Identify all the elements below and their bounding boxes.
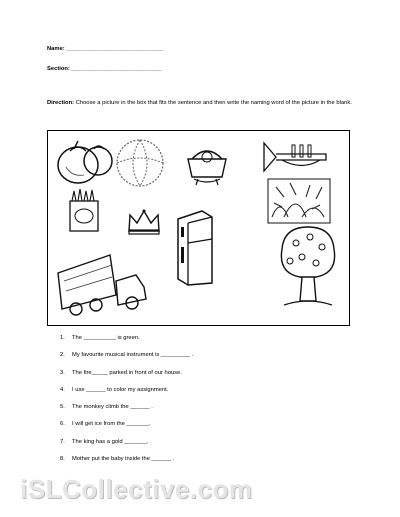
crown-picture	[126, 207, 162, 237]
truck-picture	[54, 251, 150, 319]
ball-picture	[114, 137, 166, 189]
direction-label: Direction:	[47, 100, 75, 106]
tomatoes-picture	[54, 137, 116, 187]
name-field: Name: ______________________________	[47, 46, 164, 52]
direction-text	[47, 98, 359, 109]
sentence-item: 4. I use ______ to color my assignment.	[60, 386, 169, 393]
jungle-picture	[266, 177, 332, 225]
crayons-picture	[66, 187, 102, 235]
sentence-item: 7. The king has a gold _______.	[60, 438, 149, 445]
picture-box	[47, 130, 350, 326]
trumpet-picture	[262, 139, 332, 175]
refrigerator-picture	[172, 209, 218, 287]
sentence-list	[60, 335, 193, 473]
watermark: iSLCollective.com	[20, 474, 253, 504]
direction-body: Choose a picture in the box that fits the sentence and then write the naming word of the picture in the blank.	[74, 100, 352, 106]
section-field: Section: ____________________________	[47, 66, 162, 72]
tree-picture	[276, 223, 340, 311]
sentence-item: 3. The fire_____ parked in front of our house.	[60, 369, 182, 376]
cradle-picture	[182, 139, 232, 189]
sentence-item: 1. The __________ is green.	[60, 335, 140, 341]
sentence-item: 6. I will get ice from the _______.	[60, 421, 151, 428]
sentence-item: 8. Mother put the baby inside the ______ .	[60, 456, 175, 463]
sentence-item: 2. My favourite musical instrument is _________ .	[60, 352, 194, 359]
sentence-item: 5. The monkey climb the ______ .	[60, 404, 153, 411]
